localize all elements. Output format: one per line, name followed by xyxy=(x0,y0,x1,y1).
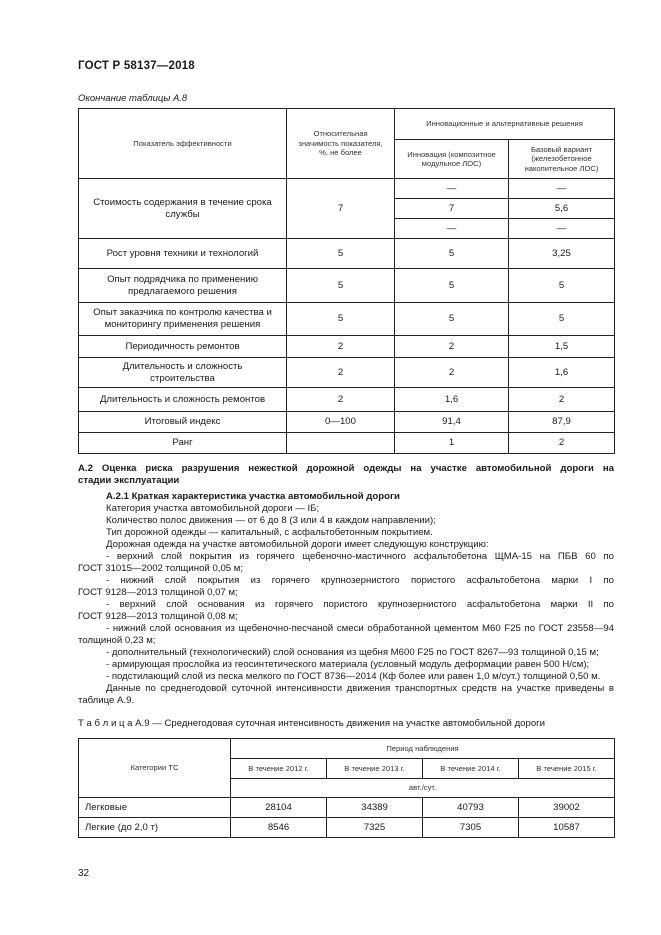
header-solutions: Инновационные и альтернативные решения xyxy=(395,109,615,140)
cell-base: 1,5 xyxy=(509,336,615,358)
cell-base: — xyxy=(509,219,615,239)
cell-base: 87,9 xyxy=(509,412,615,433)
cell-value: 7325 xyxy=(327,818,423,838)
list-item: - армирующая прослойка из геосинтетического материала (условный модуль деформации равен 500 Н/см); xyxy=(106,659,590,670)
cell-innovation: 91,4 xyxy=(395,412,509,433)
cell-base: 5 xyxy=(509,269,615,303)
header-innovation: Инновация (композитное модульное ЛОС) xyxy=(395,140,509,179)
row-weight: 7 xyxy=(287,179,395,239)
row-weight: 5 xyxy=(287,239,395,269)
body-line-cont: таблице А.9. xyxy=(78,695,135,706)
list-item: - дополнительный (технологический) слой основания из щебня М600 F25 по ГОСТ 8267—93 толщиной 0,15 м; xyxy=(106,647,599,658)
table-row xyxy=(79,336,615,358)
list-item: - нижний слой покрытия из горячего крупнозернистого пористого асфальтобетона марки I по xyxy=(106,575,614,586)
body-line: Данные по среднегодовой суточной интенсивности движения транспортных средств на участке приведены в xyxy=(106,683,614,694)
table-row xyxy=(79,358,615,388)
cell-innovation: 5 xyxy=(395,303,509,336)
cell-innovation: — xyxy=(395,179,509,199)
row-label: Ранг xyxy=(79,433,287,454)
cell-innovation: — xyxy=(395,219,509,239)
cell-value: 40793 xyxy=(423,798,519,818)
table-a9-caption-prefix: Т а б л и ц а xyxy=(78,718,133,729)
row-weight: 5 xyxy=(287,269,395,303)
row-label: Опыт подрядчика по применению предлагаемого решения xyxy=(79,269,287,303)
cell-base: 3,25 xyxy=(509,239,615,269)
table-row xyxy=(79,388,615,412)
section-a2-title-cont: стадии эксплуатации xyxy=(78,475,180,486)
table-row xyxy=(79,798,615,818)
table-row xyxy=(79,433,615,454)
table-row xyxy=(79,303,615,336)
cell-base: 5 xyxy=(509,303,615,336)
row-weight: 2 xyxy=(287,336,395,358)
document-header: ГОСТ Р 58137—2018 xyxy=(78,60,195,72)
cell-base: — xyxy=(509,179,615,199)
row-label: Опыт заказчика по контролю качества и мониторингу применения решения xyxy=(79,303,287,336)
header-category: Категории ТС xyxy=(79,739,231,798)
list-item-cont: ГОСТ 9128—2013 толщиной 0,07 м; xyxy=(78,587,238,598)
section-a21-title: А.2.1 Краткая характеристика участка автомобильной дороги xyxy=(106,491,400,502)
cell-base: 5,6 xyxy=(509,199,615,219)
table-a9-caption-text: А.9 — Среднегодовая суточная интенсивность движения на участке автомобильной дороги xyxy=(135,718,546,729)
table-a9 xyxy=(78,738,615,838)
page-number: 32 xyxy=(78,868,90,879)
table-row xyxy=(79,239,615,269)
cell-value: 8546 xyxy=(231,818,327,838)
section-a2-title: А.2 Оценка риска разрушения нежесткой дорожной одежды на участке автомобильной дороги на xyxy=(78,463,614,474)
cell-innovation: 7 xyxy=(395,199,509,219)
row-weight: 2 xyxy=(287,358,395,388)
header-base: Базовый вариант (железобетонное накопительное ЛОС) xyxy=(509,140,615,179)
row-label: Рост уровня техники и технологий xyxy=(79,239,287,269)
body-line: Категория участка автомобильной дороги — IБ; xyxy=(106,503,320,514)
cell-innovation: 2 xyxy=(395,336,509,358)
list-item: - подстилающий слой из песка мелкого по ГОСТ 8736—2014 (Кф более или равен 1,0 м/сут.) толщиной 0,50 м. xyxy=(106,671,601,682)
list-item: - верхний слой основания из горячего пористого крупнозернистого асфальтобетона марки II по xyxy=(106,599,614,610)
cell-value: 7305 xyxy=(423,818,519,838)
header-year: В течение 2014 г. xyxy=(423,759,519,779)
cell-base: 2 xyxy=(509,388,615,412)
row-weight xyxy=(287,433,395,454)
list-item-cont: ГОСТ 31015—2002 толщиной 0,05 м; xyxy=(78,563,244,574)
list-item-cont: ГОСТ 9128—2013 толщиной 0,08 м; xyxy=(78,611,238,622)
cell-value: 28104 xyxy=(231,798,327,818)
header-year: В течение 2012 г. xyxy=(231,759,327,779)
row-weight: 0—100 xyxy=(287,412,395,433)
row-label: Итоговый индекс xyxy=(79,412,287,433)
cell-base: 2 xyxy=(509,433,615,454)
table-row xyxy=(79,269,615,303)
header-indicator: Показатель эффективности xyxy=(79,109,287,179)
cell-innovation: 1 xyxy=(395,433,509,454)
table-a9-caption xyxy=(78,718,545,730)
row-weight: 2 xyxy=(287,388,395,412)
body-line: Количество полос движения — от 6 до 8 (3 или 4 в каждом направлении); xyxy=(106,515,436,526)
header-year: В течение 2015 г. xyxy=(519,759,615,779)
cell-innovation: 5 xyxy=(395,269,509,303)
header-unit: авт./сут. xyxy=(231,779,615,798)
row-weight: 5 xyxy=(287,303,395,336)
row-label: Периодичность ремонтов xyxy=(79,336,287,358)
cell-innovation: 1,6 xyxy=(395,388,509,412)
table-a8 xyxy=(78,108,615,454)
list-item: - нижний слой основания из щебеночно-песчаной смеси обработанной цементом М60 F25 по ГОСТ 23558—94 xyxy=(106,623,614,634)
list-item: - верхний слой покрытия из горячего щебеночно-мастичного асфальтобетона ЩМА-15 на ПБВ 60 по xyxy=(106,551,614,562)
cell-innovation: 2 xyxy=(395,358,509,388)
body-line: Тип дорожной одежды — капитальный, с асфальтобетонным покрытием. xyxy=(106,527,433,538)
table-a8-caption: Окончание таблицы А.8 xyxy=(78,93,188,104)
header-year: В течение 2013 г. xyxy=(327,759,423,779)
table-row xyxy=(79,179,615,199)
cell-value: 34389 xyxy=(327,798,423,818)
cell-value: 10587 xyxy=(519,818,615,838)
header-relative-weight: Относительная значимость показателя, %, не более xyxy=(287,109,395,179)
row-category: Легковые xyxy=(79,798,231,818)
body-line: Дорожная одежда на участке автомобильной дороги имеет следующую конструкцию: xyxy=(106,539,489,550)
cell-innovation: 5 xyxy=(395,239,509,269)
cell-base: 1,6 xyxy=(509,358,615,388)
row-label: Длительность и сложность ремонтов xyxy=(79,388,287,412)
row-label: Стоимость содержания в течение срока службы xyxy=(79,179,287,239)
header-period: Период наблюдения xyxy=(231,739,615,759)
cell-value: 39002 xyxy=(519,798,615,818)
row-label: Длительность и сложность строительства xyxy=(79,358,287,388)
list-item-cont: толщиной 0,23 м; xyxy=(78,635,156,646)
table-row xyxy=(79,412,615,433)
row-category: Легкие (до 2,0 т) xyxy=(79,818,231,838)
table-row xyxy=(79,818,615,838)
